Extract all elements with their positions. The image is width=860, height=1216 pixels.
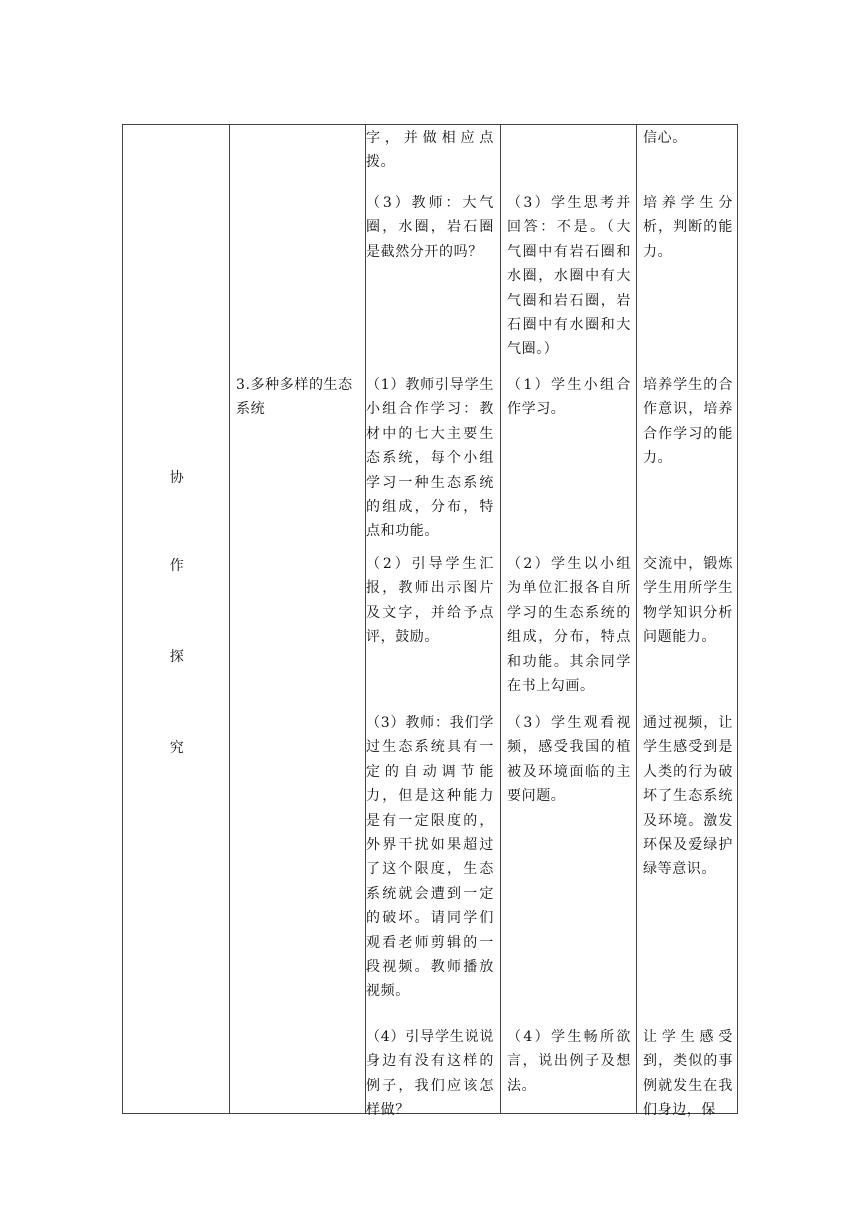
student-activity: （2）学生以小组为单位汇报各自所学习的生态系统的组成，分布，特点和功能。其余同学在书上勾画。 (507, 556, 631, 695)
design-intent: 交流中，锻炼学生用所学生物学知识分析问题能力。 (643, 556, 733, 646)
teacher-activity: （2）引导学生汇报，教师出示图片及文字，并给予点评，鼓励。 (366, 556, 494, 646)
phase-char: 协 (169, 470, 185, 486)
column-divider (229, 125, 230, 1113)
teacher-activity: 字，并做相应点拨。 (366, 130, 494, 171)
column-divider (500, 125, 501, 1113)
design-intent: 培养学生的合作意识，培养合作学习的能力。 (643, 377, 733, 467)
student-activity: （4）学生畅所欲言，说出例子及想法。 (507, 1029, 631, 1094)
design-intent: 让学生感受到，类似的事例就发生在我们身边，保 (643, 1029, 733, 1119)
student-activity: （3）学生观看视频，感受我国的植被及环境面临的主要问题。 (507, 715, 631, 805)
design-intent: 信心。 (643, 130, 687, 146)
design-intent: 培养学生分析，判断的能力。 (643, 195, 733, 260)
phase-char: 探 (169, 649, 185, 665)
phase-char: 作 (169, 558, 185, 574)
teacher-activity: （1）教师引导学生小组合作学习：教材中的七大主要生态系统，每个小组学习一种生态系统的组成，分布，特点和功能。 (366, 377, 494, 540)
teacher-activity: （4）引导学生说说身边有没有这样的例子，我们应该怎样做？ (366, 1029, 494, 1119)
design-intent: 通过视频，让学生感受到是人类的行为破坏了生态系统及环境。激发环保及爱绿护绿等意识。 (643, 715, 733, 878)
student-activity: （3）学生思考并回答：不是。（大气圈中有岩石圈和水圈，水圈中有大气圈和岩石圈，岩石圈中有水圈和大气圈。） (507, 195, 631, 358)
student-activity: （1）学生小组合作学习。 (507, 377, 631, 418)
phase-char: 究 (169, 740, 185, 756)
column-divider (636, 125, 637, 1113)
teacher-activity: （3）教师：大气圈，水圈，岩石圈是截然分开的吗？ (366, 195, 494, 260)
teacher-activity: （3）教师：我们学过生态系统具有一定的自动调节能力，但是这种能力是有一定限度的，外界干扰如果超过了这个限度，生态系统就会遭到一定的破坏。请同学们观看老师剪辑的一段视频。教师播放视频。 (366, 715, 494, 1000)
topic-text: 3.多种多样的生态系统 (236, 377, 353, 418)
